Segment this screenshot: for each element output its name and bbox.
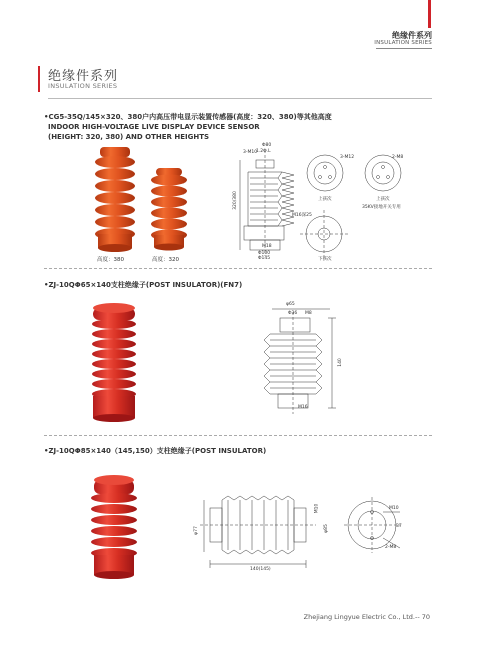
section-title: 绝缘件系列: [48, 69, 119, 84]
drawing1-bottom-m18: M18: [262, 244, 272, 249]
drawing1-bottom-dia2: Φ145: [258, 256, 271, 261]
header-title-cn: 绝缘件系列: [392, 31, 432, 40]
drawing1-note-35kv: 35KV接地开关专用: [362, 205, 401, 210]
drawing1-view-top-a: 上孩次: [318, 197, 332, 202]
drawing1-view-bottom: 下孩次: [318, 257, 332, 262]
drawing1-view-m12: 3-M12: [340, 155, 355, 160]
section-subtitle: INSULATION SERIES: [48, 82, 118, 90]
product-3-title: •ZJ-10QΦ85×140（145,150）支柱绝缘子(POST INSULATOR): [44, 447, 267, 455]
drawing2-m: M8: [305, 311, 312, 316]
drawing3-view-37: 37: [396, 524, 402, 529]
drawing3-dia-left: φ77: [193, 526, 199, 535]
drawing2-height: 140: [337, 358, 343, 367]
drawing2-inner: Φ36: [288, 311, 298, 316]
drawing1-top-m10: 3-M10: [243, 150, 258, 155]
drawing1-bottom-dia1: Φ100: [258, 251, 271, 256]
drawing2-dia: φ65: [286, 302, 295, 307]
product-2-title: •ZJ-10QΦ65×140支柱绝缘子(POST INSULATOR)(FN7): [44, 281, 243, 289]
drawing1-top-sub: 1.2Φ.L: [256, 149, 271, 154]
drawing1-view-top-b: 上孩次: [376, 197, 390, 202]
drawing1-height-dim: 320/380: [232, 191, 238, 210]
drawing3-dia-right: φ85: [323, 524, 329, 533]
drawing2-bottom-m: M16: [298, 405, 308, 410]
drawing3-view-2m8: 2-M8: [385, 545, 397, 550]
label-height-380: 高度：380: [97, 257, 124, 263]
drawing3-view-m10: M10: [389, 506, 399, 511]
product-1-title-cn: •CG5-35Q/145×320、380户内高压带电显示装置传感器(高度：320、380)等其他高度: [44, 113, 332, 121]
product-1-title-en-2: (HEIGHT: 320, 380) AND OTHER HEIGHTS: [48, 133, 210, 141]
drawing1-bottom-m: M16深25: [292, 213, 312, 218]
drawing1-view-2m8: 2-M8: [392, 155, 404, 160]
label-height-320: 高度：320: [152, 257, 179, 263]
header-title-en: INSULATION SERIES: [374, 40, 432, 46]
drawing3-length: 140(145): [250, 567, 271, 572]
page-footer: Zhejiang Lingyue Electric Co., Ltd.-- 70: [303, 613, 430, 621]
drawing1-top-dia: Φ80: [262, 143, 272, 148]
drawing3-m-top: M10: [314, 503, 320, 514]
product-1-title-en-1: INDOOR HIGH-VOLTAGE LIVE DISPLAY DEVICE SENSOR: [48, 123, 260, 131]
